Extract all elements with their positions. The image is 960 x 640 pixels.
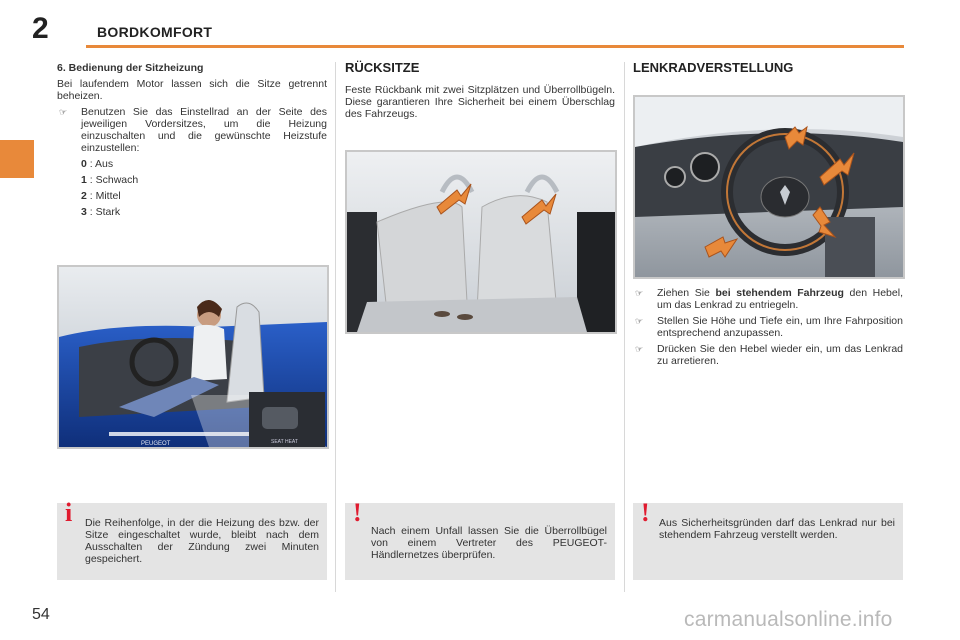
rear-seats-heading: RÜCKSITZE xyxy=(345,60,420,75)
seat-heating-subheading: 6. Bedienung der Sitzheizung xyxy=(57,62,204,74)
pointing-hand-icon: ☞ xyxy=(59,107,68,117)
car-badge: PEUGEOT xyxy=(141,441,171,447)
svg-text:SEAT HEAT: SEAT HEAT xyxy=(271,439,298,445)
seat-heating-bullet-text: Benutzen Sie das Einstellrad an der Seite des jeweiligen Vordersitzes, um die Heizung einzuschalten und die gewünschte Heizstufe einzustellen: xyxy=(81,106,327,154)
pointing-hand-icon: ☞ xyxy=(635,344,644,354)
watermark: carmanualsonline.info xyxy=(684,608,893,631)
heat-level-item: 1 : Schwach xyxy=(81,174,139,186)
warning-box xyxy=(345,498,615,580)
chapter-number: 2 xyxy=(32,12,49,45)
pointing-hand-icon: ☞ xyxy=(635,316,644,326)
exclamation-icon: ! xyxy=(641,498,650,527)
warning-box xyxy=(633,498,903,580)
info-icon: i xyxy=(65,498,73,527)
column-divider xyxy=(624,62,625,592)
steering-column xyxy=(633,62,903,84)
rear-seats-photo xyxy=(345,150,617,334)
info-text: Die Reihenfolge, in der die Heizung des bzw. der Sitze eingeschaltet wurde, bleibt nach dem Ausschalten der Zündung zwei Minuten gespeichert. xyxy=(85,517,319,565)
pointing-hand-icon: ☞ xyxy=(635,288,644,298)
chapter-side-tab xyxy=(0,140,34,178)
warning-text: Nach einem Unfall lassen Sie die Überrollbügel von einem Vertreter des PEUGEOT-Händlernetzes überprüfen. xyxy=(371,525,607,561)
steering-bullet xyxy=(633,315,903,339)
steering-instructions xyxy=(633,287,903,371)
heat-level-item: 0 : Aus xyxy=(81,158,114,170)
heat-level-item: 3 : Stark xyxy=(81,206,121,218)
header-rule xyxy=(86,45,904,48)
seat-heating-intro: Bei laufendem Motor lassen sich die Sitze getrennt beheizen. xyxy=(57,78,327,102)
page-number: 54 xyxy=(32,606,50,623)
rear-seats-text: Feste Rückbank mit zwei Sitzplätzen und Überrollbügeln. Diese garantieren Ihre Sicherheit bei einem Überschlag des Fahrzeugs. xyxy=(345,84,615,120)
column-divider xyxy=(335,62,336,592)
warning-text: Aus Sicherheitsgründen darf das Lenkrad nur bei stehendem Fahrzeug verstellt werden. xyxy=(659,517,895,541)
steering-bullet xyxy=(633,287,903,311)
steering-bullet xyxy=(633,343,903,367)
rear-seats-column xyxy=(345,62,615,124)
heat-level-item: 2 : Mittel xyxy=(81,190,121,202)
heat-levels-list xyxy=(81,158,327,218)
exclamation-icon: ! xyxy=(353,498,362,527)
info-box xyxy=(57,498,327,580)
steering-bullet-text: Stellen Sie Höhe und Tiefe ein, um Ihre Fahrposition entsprechend anzupassen. xyxy=(657,315,903,339)
steering-wheel-photo xyxy=(633,95,905,279)
chapter-title: BORDKOMFORT xyxy=(97,24,213,40)
seat-heating-bullet xyxy=(57,106,327,154)
steering-bullet-text: Ziehen Sie bei stehendem Fahrzeug den Hebel, um das Lenkrad zu entriegeln. xyxy=(657,287,903,311)
steering-heading: LENKRADVERSTELLUNG xyxy=(633,60,794,75)
seat-heating-photo xyxy=(57,265,329,449)
steering-bullet-text: Drücken Sie den Hebel wieder ein, um das Lenkrad zu arretieren. xyxy=(657,343,903,367)
seat-heating-column xyxy=(57,62,327,222)
